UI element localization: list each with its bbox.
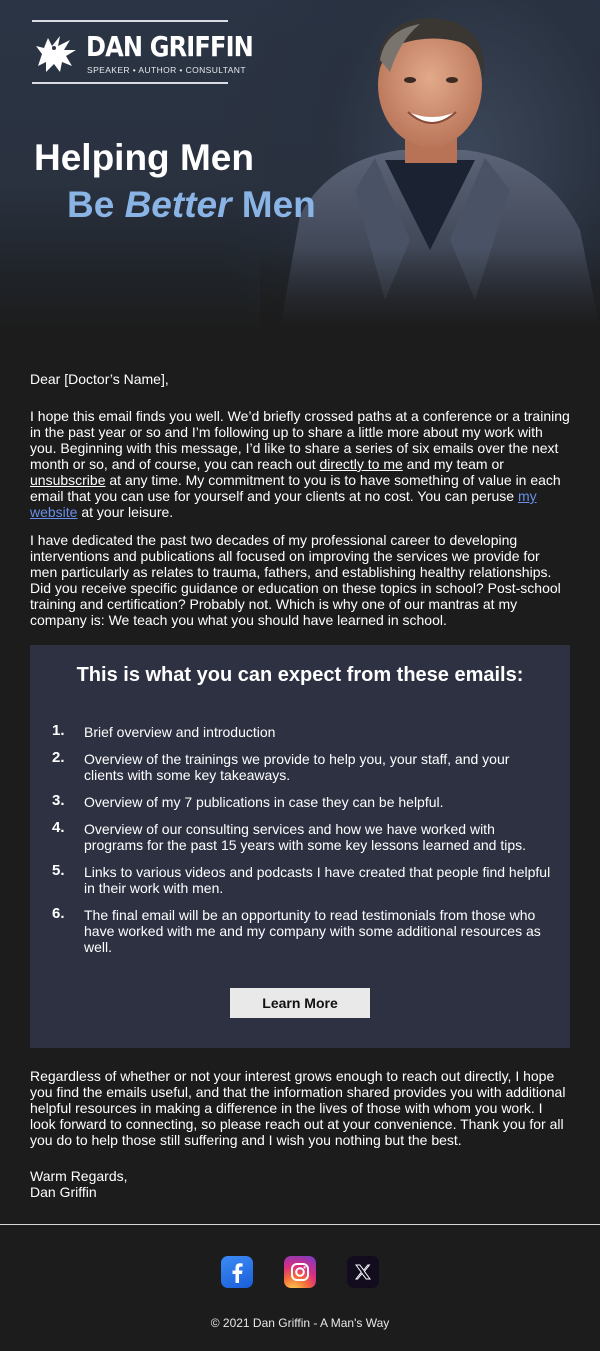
list-item — [52, 821, 552, 853]
x-glyph — [354, 1263, 372, 1281]
para1-text-a: I hope this email finds you well. We’d briefly crossed paths at a conference or a training in the past year or so and I’m following up to share a little more about my work with you. Beginning with this message, I’d like to share a series of six emails over the next month or so, and of course, you can reach out — [30, 408, 570, 472]
item-text: Overview of our consulting services and how we have worked with programs for the past 15 years with some key lessons learned and tips. — [84, 821, 526, 853]
item-number: 1. — [52, 722, 65, 739]
para1-text-c: at any time. My commitment to you is to have something of value in each email that you can use for yourself and your clients at no cost. You can peruse — [30, 472, 561, 504]
list-item — [52, 794, 552, 810]
item-number: 6. — [52, 905, 65, 922]
list-item — [52, 724, 552, 740]
headline-line-1: Helping Men — [34, 137, 254, 178]
item-number: 3. — [52, 792, 65, 809]
website-link[interactable]: my website — [30, 488, 537, 520]
x-icon[interactable] — [347, 1256, 379, 1288]
item-text: The final email will be an opportunity to read testimonials from those who have worked with me and my company with some additional resources as well. — [84, 907, 541, 955]
brand-logo — [32, 20, 253, 86]
item-number: 2. — [52, 749, 65, 766]
unsubscribe-link[interactable]: unsubscribe — [30, 472, 106, 488]
item-text: Overview of my 7 publications in case they can be helpful. — [84, 794, 444, 810]
instagram-icon[interactable] — [284, 1256, 316, 1288]
item-text: Brief overview and introduction — [84, 724, 276, 740]
facebook-glyph — [227, 1261, 247, 1283]
signoff — [30, 1168, 570, 1200]
list-item — [52, 864, 552, 896]
headline-better: Better — [124, 184, 232, 225]
expectations-title: This is what you can expect from these emails: — [76, 664, 524, 686]
greeting: Dear [Doctor’s Name], — [30, 371, 169, 387]
item-text: Overview of the trainings we provide to help you, your staff, and your clients with some key takeaways. — [84, 751, 510, 783]
background-paragraph: I have dedicated the past two decades of my professional career to developing interventions and publications all focused on improving the services we provide for men particularly as relates to trauma, fathers, and establishing healthy relationships. Did you receive specific guidance or education on these topics in school? Post-school training and certification? Probably not. Which is why one of our mantras at my company is: We teach you what you should have learned in school. — [30, 532, 561, 628]
signature-name: Dan Griffin — [30, 1184, 97, 1200]
signoff-line: Warm Regards, — [30, 1168, 128, 1184]
para1-text-d: at your leisure. — [77, 504, 174, 520]
closing-paragraph: Regardless of whether or not your interest grows enough to reach out directly, I hope you find the emails useful, and that the information shared provides you with additional helpful resources in making a difference in the lives of those with whom you work. I look forward to connecting, so please reach out at your convenience. Thank you for all you do to help those still suffering and I wish you nothing but the best. — [30, 1068, 566, 1148]
instagram-glyph — [290, 1262, 310, 1282]
griffin-icon — [32, 32, 78, 74]
item-number: 4. — [52, 819, 65, 836]
copyright-text: © 2021 Dan Griffin - A Man's Way — [210, 1316, 390, 1330]
expectations-box — [30, 645, 570, 1048]
logo-name: DAN GRIFFIN — [86, 30, 253, 63]
facebook-icon[interactable] — [221, 1256, 253, 1288]
learn-more-button[interactable]: Learn More — [230, 988, 370, 1018]
headline-men: Men — [231, 184, 316, 225]
footer-divider — [0, 1224, 600, 1225]
portrait-image — [260, 0, 600, 330]
item-number: 5. — [52, 862, 65, 879]
para1-text-b: and my team or — [402, 456, 504, 472]
direct-contact-link[interactable]: directly to me — [319, 456, 403, 472]
item-text: Links to various videos and podcasts I have created that people find helpful in their work with men. — [84, 864, 551, 896]
expectations-list — [52, 724, 552, 966]
hero-banner — [0, 0, 600, 330]
list-item — [52, 751, 552, 783]
intro-paragraph — [30, 408, 570, 520]
list-item — [52, 907, 552, 955]
headline-line-2 — [67, 184, 316, 226]
logo-rule-bottom — [32, 82, 228, 84]
logo-tagline: SPEAKER • AUTHOR • CONSULTANT — [87, 65, 246, 75]
headline-be: Be — [67, 184, 125, 225]
logo-rule-top — [32, 20, 228, 22]
